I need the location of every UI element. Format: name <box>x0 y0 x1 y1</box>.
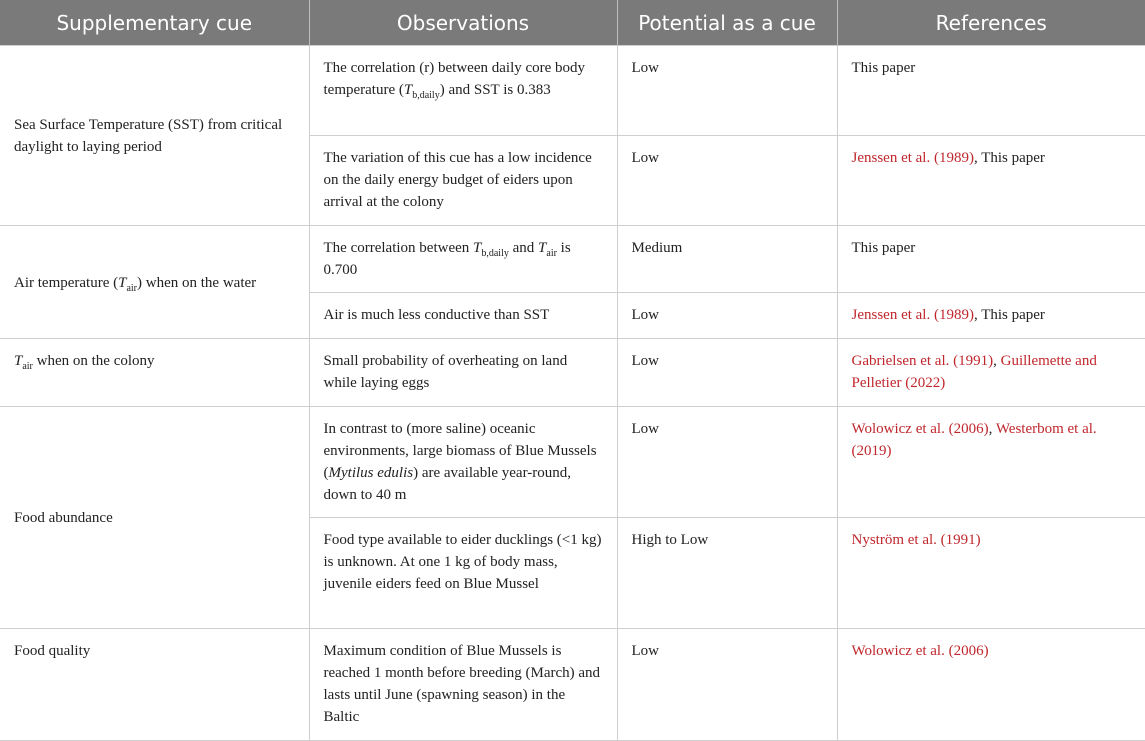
reference-link[interactable]: Guillemette and Pelletier (2022) <box>851 353 1097 391</box>
potential-cell: Medium <box>617 226 837 293</box>
table-row <box>0 407 1145 518</box>
cue-cell: Food quality <box>0 629 309 741</box>
table-row <box>0 339 1145 407</box>
reference-link[interactable]: Wolowicz et al. (2006) <box>851 421 989 437</box>
reference-cell <box>837 518 1145 629</box>
observation-cell: The variation of this cue has a low incidence on the daily energy budget of eiders upon arrival at the colony <box>309 136 617 226</box>
potential-cell: High to Low <box>617 518 837 629</box>
reference-link[interactable]: Jenssen et al. (1989) <box>851 307 974 323</box>
reference-link[interactable]: Wolowicz et al. (2006) <box>851 643 989 659</box>
cue-cell: Food abundance <box>0 407 309 629</box>
reference-cell: Jenssen et al. (1989), This paper <box>837 136 1145 226</box>
cue-cell: $T_{air}$ when on the colony <box>0 339 309 407</box>
observation-cell: Air is much less conductive than SST <box>309 293 617 339</box>
observation-cell: Small probability of overheating on land while laying eggs <box>309 339 617 407</box>
potential-cell: Low <box>617 136 837 226</box>
potential-cell: Low <box>617 46 837 136</box>
observation-cell: The correlation (r) between daily core body temperature $(T_{b,daily})$ and SST is 0.383 <box>309 46 617 136</box>
observation-cell: The correlation between $T_{b,daily}$ and $T_{air}$ is 0.700 <box>309 226 617 293</box>
header-potential: Potential as a cue <box>617 0 837 46</box>
table-row <box>0 46 1145 136</box>
reference-cell: This paper <box>837 226 1145 293</box>
cue-cell: Sea Surface Temperature (SST) from critical daylight to laying period <box>0 46 309 226</box>
header-references: References <box>837 0 1145 46</box>
reference-cell: Gabrielsen et al. (1991), Guillemette and Pelletier (2022) <box>837 339 1145 407</box>
potential-cell: Low <box>617 293 837 339</box>
table-row <box>0 629 1145 741</box>
reference-link[interactable]: Jenssen et al. (1989) <box>851 150 974 166</box>
cue-cell: Air temperature $(T_{air})$ when on the water <box>0 226 309 339</box>
reference-link[interactable]: Gabrielsen et al. (1991) <box>851 353 994 369</box>
reference-link[interactable]: Nyström et al. (1991) <box>851 532 981 548</box>
reference-link[interactable]: Westerbom et al. (2019) <box>851 421 1097 459</box>
potential-cell: Low <box>617 629 837 741</box>
header-supplementary-cue: Supplementary cue <box>0 0 309 46</box>
header-row <box>0 0 1145 46</box>
potential-cell: Low <box>617 407 837 518</box>
reference-cell <box>837 629 1145 741</box>
observation-cell: Food type available to eider ducklings (<1 kg) is unknown. At one 1 kg of body mass, juvenile eiders feed on Blue Mussel <box>309 518 617 629</box>
reference-cell: Wolowicz et al. (2006), Westerbom et al. (2019) <box>837 407 1145 518</box>
header-observations: Observations <box>309 0 617 46</box>
potential-cell: Low <box>617 339 837 407</box>
observation-cell: In contrast to (more saline) oceanic environments, large biomass of Blue Mussels (Mytilus edulis) are available year-round, down to 40 m <box>309 407 617 518</box>
reference-cell: This paper <box>837 46 1145 136</box>
reference-cell: Jenssen et al. (1989), This paper <box>837 293 1145 339</box>
observation-cell: Maximum condition of Blue Mussels is reached 1 month before breeding (March) and lasts until June (spawning season) in the Baltic <box>309 629 617 741</box>
table-row <box>0 226 1145 293</box>
